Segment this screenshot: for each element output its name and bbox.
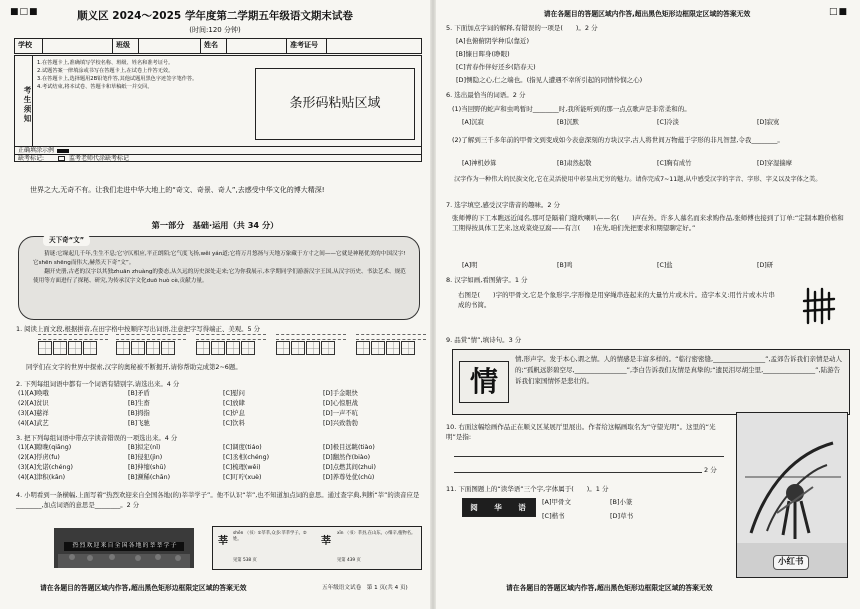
dict-text-right: xīn 〈书〉莘县,在山东。◇细辛,植物名。 bbox=[337, 531, 416, 536]
passage-title: 天下奇“文” bbox=[43, 235, 90, 246]
banner-text: 热烈欢迎来自全国各地的莘莘学子 bbox=[72, 542, 178, 549]
notice-rule: 2.试题答案一律填涂或书写在答题卡上,在试卷上作答无效。 bbox=[37, 68, 174, 75]
q2-option[interactable]: [C]放肆 bbox=[223, 400, 245, 407]
q11-title-banner bbox=[462, 498, 536, 517]
grid-cell[interactable] bbox=[226, 341, 240, 355]
dictionary-entries bbox=[212, 526, 422, 570]
corner-marks-left: ■□■ bbox=[10, 7, 39, 17]
q8-text: 右图是( )字的甲骨文,它是个象形字,字形像是用穿绳串连起来的大量竹片或木片。造字本义:用竹片或木片串成的书简。 bbox=[458, 291, 775, 310]
q6-stem: 6. 选出最恰当的词语。2 分 bbox=[446, 91, 526, 99]
answer-footer-left: 请在各题目的答题区域内作答,超出黑色矩形边框限定区域的答案无效 bbox=[40, 584, 247, 593]
q6-option[interactable]: [C]胸有成竹 bbox=[657, 160, 692, 167]
q3-option[interactable]: [C]丞相(chéng) bbox=[223, 454, 270, 461]
q5-option[interactable]: [D]恻隐之心,仁之端也。(指见人遭遇不幸所引起的同情怜悯之心) bbox=[456, 76, 643, 84]
barcode-area: 条形码粘贴区域 bbox=[255, 68, 415, 140]
name-field[interactable] bbox=[227, 39, 287, 54]
reading-passage-box bbox=[18, 236, 420, 320]
banner-char: 华 bbox=[494, 502, 504, 512]
q3-option[interactable]: [C]梳理(wěi) bbox=[223, 464, 261, 471]
qing-calligraphy-stamp: 情 bbox=[459, 361, 509, 403]
notice-rules bbox=[37, 59, 257, 91]
painting-graphic bbox=[737, 413, 848, 578]
absent-note: 监考老师代涂缺考标记 bbox=[69, 155, 130, 162]
class-label: 班级 bbox=[113, 39, 139, 54]
q7-option[interactable]: [D]研 bbox=[757, 262, 774, 269]
notice-label: 考生须知 bbox=[15, 56, 33, 146]
q3-row bbox=[18, 474, 418, 483]
q3-row bbox=[18, 454, 418, 463]
exam-time: (时间:120 分钟) bbox=[189, 26, 241, 34]
passage-paragraph: 猜谜:它缘起几千年,生生不息;它守仄相应,平正朗陌;它气度飞扬,wěi yán道;它将万月悠扬与天地万象藏于方寸之间——它就是神秘优美的中国汉字!它shēn shēng而伟大,赫然天下奇“文”。 bbox=[33, 251, 406, 267]
filled-bubble-icon bbox=[57, 149, 69, 153]
q3-option[interactable]: [C]叮咛(xuè) bbox=[223, 474, 262, 481]
fill-sample-row bbox=[15, 146, 421, 154]
q2-option[interactable]: [C]慰问 bbox=[223, 390, 245, 397]
fill-sample-label: 正确填涂示例 bbox=[18, 147, 55, 154]
class-field[interactable] bbox=[139, 39, 201, 54]
q6-option[interactable]: [A]沉寂 bbox=[462, 119, 484, 126]
dict-char-right: 莘 bbox=[321, 536, 331, 547]
answer-line[interactable] bbox=[454, 456, 724, 457]
q11-stem: 11. 下面图题上的“读华语”三个字,字体属于( )。1 分 bbox=[446, 485, 609, 493]
q4-stem: 4. 小明看到一条横幅,上面写着“热烈欢迎来自全国各地(的)莘莘学子”。他不认识“莘”,也不知道加点词的意思。通过查字典,判断“莘”的读音应是________,加点词语的意思是________。2 分 bbox=[16, 491, 420, 509]
q3-option[interactable]: [D]翻然作(biào) bbox=[323, 454, 371, 461]
q9-box bbox=[452, 349, 850, 415]
corner-marks-right: □■ bbox=[828, 7, 848, 17]
answer-footer-right: 请在各题目的答题区域内作答,超出黑色矩形边框限定区域的答案无效 bbox=[506, 584, 713, 593]
banner-char: 阅 bbox=[470, 502, 480, 512]
q2-option[interactable]: [B]生畜 bbox=[128, 400, 150, 407]
grid-cell[interactable] bbox=[241, 341, 255, 355]
q6-part1: (1)当回野的蛇声和虫鸣暂时________时,我所能听到的那一点点歌声是非常柔和的。 bbox=[452, 105, 691, 113]
q2-option[interactable]: [B]矛盾 bbox=[128, 390, 150, 397]
q5-option[interactable]: [A]也俯俯阴学种瓜(靠近) bbox=[456, 37, 530, 45]
q2-stem: 2. 下列每组词语中都有一个词语有错别字,请选出来。4 分 bbox=[16, 380, 180, 388]
q6-part1-options bbox=[462, 119, 842, 129]
q6-option[interactable]: [D]寂寞 bbox=[757, 119, 780, 126]
grid-cell[interactable] bbox=[116, 341, 130, 355]
q2-option[interactable]: [D]一声不吭 bbox=[323, 410, 358, 417]
notice-rule: 3.在答题卡上,选择题用2B铅笔作答,其他试题用黑色字迹签字笔作答。 bbox=[37, 76, 198, 83]
q3-row bbox=[18, 464, 418, 473]
q2-row bbox=[18, 410, 418, 419]
q2-option[interactable]: [C]炉息 bbox=[223, 410, 245, 417]
q3-row bbox=[18, 444, 418, 453]
q11-option[interactable]: [C]楷书 bbox=[542, 512, 565, 520]
q1-stem: 1. 阅读上面文段,根据拼音,在田字格中按顺序写出词语,注意把字写得端正、美观。5 分 bbox=[16, 325, 260, 333]
q8-stem: 8. 汉字如画,看图猜字。1 分 bbox=[446, 276, 528, 284]
absent-checkbox[interactable] bbox=[58, 156, 65, 161]
q2-option[interactable]: [B]拇指 bbox=[128, 410, 150, 417]
q3-option[interactable]: [D]点燃其间(zhuì) bbox=[323, 464, 376, 471]
notice-rule: 1.在答题卡上,准确填写学校名称、班级、姓名和准考证号。 bbox=[37, 60, 174, 66]
q2-option[interactable]: [D]手金眼快 bbox=[323, 390, 358, 397]
q2-option[interactable]: [D]兴致勃勃 bbox=[323, 420, 358, 427]
q6-option[interactable]: [D]穿湿揣摩 bbox=[757, 160, 792, 167]
exam-notice bbox=[14, 55, 422, 162]
q5-option[interactable]: [B]慷日晖身(睁眼) bbox=[456, 50, 510, 58]
q5-option[interactable]: [C]青春作伴好还乡(陪春天) bbox=[456, 63, 536, 71]
q7-stem: 7. 选字填空,感受汉字谐音的趣味。2 分 bbox=[446, 201, 561, 209]
q2-option[interactable]: [C]饮料 bbox=[223, 420, 245, 427]
section-title: 第一部分 基础·运用（共 34 分） bbox=[151, 220, 279, 230]
q5-stem: 5. 下面加点字词的解释,有错误的一项是( )。2 分 bbox=[446, 24, 598, 32]
absent-label: 缺考标记: bbox=[18, 155, 45, 162]
pinyin-line bbox=[276, 334, 346, 340]
answer-line[interactable] bbox=[454, 472, 702, 473]
school-label: 学校 bbox=[15, 39, 43, 54]
q6-part2-options bbox=[462, 160, 842, 170]
q7-option[interactable]: [B]鸣 bbox=[557, 262, 573, 269]
q2-option[interactable]: [D]心惊胆战 bbox=[323, 400, 358, 407]
q7-options bbox=[462, 262, 842, 272]
q6-option[interactable]: [B]沉默 bbox=[557, 119, 579, 126]
q2-option[interactable]: (2)[A]贫识 bbox=[18, 400, 49, 407]
q3-option[interactable]: [B]濒稀(chān) bbox=[128, 474, 171, 481]
grid-cell[interactable] bbox=[161, 341, 175, 355]
dict-page-right: 见第 439 页 bbox=[337, 558, 361, 563]
grid-cell[interactable] bbox=[306, 341, 320, 355]
grid-cell[interactable] bbox=[276, 341, 290, 355]
exam-title: 顺义区 2024～2025 学年度第二学期五年级语文期末试卷 bbox=[77, 10, 353, 22]
q3-option[interactable]: [D]养尊处优(chù) bbox=[323, 474, 375, 481]
q6-option[interactable]: [B]肃然起敬 bbox=[557, 160, 592, 167]
q6-option[interactable]: [A]神机妙算 bbox=[462, 160, 497, 167]
q2-option[interactable]: [B]飞驰 bbox=[128, 420, 150, 427]
q3-option[interactable]: (2)[A]俘虏(fu) bbox=[18, 454, 60, 461]
pinyin-line bbox=[196, 334, 266, 340]
grid-cell[interactable] bbox=[211, 341, 225, 355]
grid-cell[interactable] bbox=[321, 341, 335, 355]
q2-row bbox=[18, 390, 418, 399]
grid-cell[interactable] bbox=[356, 341, 370, 355]
left-page bbox=[4, 4, 426, 595]
q3-option[interactable]: [B]侵犯(jìn) bbox=[128, 454, 163, 461]
page-number: 五年级语文试卷 第 1 页(共 4 页) bbox=[322, 584, 408, 591]
grid-cell[interactable] bbox=[38, 341, 52, 355]
absent-row bbox=[15, 154, 421, 163]
oracle-bone-char-icon bbox=[802, 286, 836, 326]
dict-page-left: 见第 538 页 bbox=[233, 558, 257, 563]
q11-option[interactable]: [A]甲骨文 bbox=[542, 498, 572, 506]
q3-option[interactable]: [B]拟定(nǐ) bbox=[128, 444, 161, 451]
banner-char: 语 bbox=[518, 502, 528, 512]
intro-paragraph: 世界之大,无奇不有。让我们走进中华大地上的“奇文、奇景、奇人”,去感受中华文化的博大精深! bbox=[30, 186, 325, 194]
answer-header-right: 请在各题目的答题区域内作答,超出黑色矩形边框限定区域的答案无效 bbox=[543, 10, 751, 18]
q2-row bbox=[18, 420, 418, 429]
pinyin-line bbox=[116, 334, 186, 340]
exam-no-field[interactable] bbox=[327, 39, 422, 54]
q11-option[interactable]: [D]草书 bbox=[610, 512, 634, 520]
grid-cell[interactable] bbox=[196, 341, 210, 355]
q10-score: 2 分 bbox=[704, 466, 717, 474]
name-label: 姓名 bbox=[201, 39, 227, 54]
q3-option[interactable]: (1)[A]瞭晚(qiāng) bbox=[18, 444, 72, 451]
grid-cell[interactable] bbox=[371, 341, 385, 355]
q6-option[interactable]: [C]冷淡 bbox=[657, 119, 679, 126]
page-spine bbox=[430, 0, 436, 609]
q11-option[interactable]: [B]小篆 bbox=[610, 498, 633, 506]
xiaohongshu-logo: 小红书 bbox=[773, 555, 809, 570]
q3-option[interactable]: [B]伸缩(shū) bbox=[128, 464, 167, 471]
dict-text-left: shēn 〈书〉①莘莘,众多:莘莘学子。②姓。 bbox=[233, 531, 307, 543]
grid-cell[interactable] bbox=[53, 341, 67, 355]
q3-option[interactable]: [D]极目远眺(tiào) bbox=[323, 444, 375, 451]
q2-row bbox=[18, 400, 418, 409]
notice-rule: 4.考试结束,将本试卷、答题卡和草稿纸一并交回。 bbox=[37, 84, 153, 91]
pinyin-line bbox=[356, 334, 426, 340]
q7-text: 张师傅的下工本瞧远近闻名,那可是隔着门缝吹喇叭——名( )声在外。许多人慕名而来求购作品,张师傅也接到了订单:“定制本瞧价格和工期得按具体工艺来,这成菜烧豆腐——有言( )在先,咱们先把要求和期望聊定好。” bbox=[452, 214, 844, 233]
dict-char-left: 莘 bbox=[218, 536, 228, 547]
q1-note: 同学们在文字的世界中探索,汉字的奥秘被不断揭开,请你帮助完成第2~6题。 bbox=[26, 363, 242, 371]
q10-stem: 10. 右面这幅绘画作品正在顺义区某展厅里展出。作者给这幅画取名为“守望光明”。这里的“光明”是指: bbox=[446, 423, 716, 442]
q7-option[interactable]: [C]盐 bbox=[657, 262, 673, 269]
q3-option[interactable]: (3)[A]允诺(chéng) bbox=[18, 464, 73, 471]
student-info-table bbox=[14, 38, 422, 54]
q3-stem: 3. 把下列每组词语中带点字读音错误的一项选出来。4 分 bbox=[16, 434, 178, 442]
grid-cell[interactable] bbox=[83, 341, 97, 355]
school-field[interactable] bbox=[43, 39, 113, 54]
welcome-banner-photo bbox=[54, 528, 194, 568]
grid-cell[interactable] bbox=[291, 341, 305, 355]
q9-text: 情,形声字。发于本心,谓之情。人的情感是丰富多样的。“临行密密缝,________________”,孟郊告诉我们亲情是动人的;“孤帆远影碧空尽,________________”,李白告诉我们友情是真挚的;“遗民泪尽胡尘里,________________”,陆游告诉我们家国情怀是悲壮的。 bbox=[515, 355, 842, 386]
q2-option[interactable]: (3)[A]慈祥 bbox=[18, 410, 49, 417]
painting-photo bbox=[736, 412, 848, 578]
q3-option[interactable]: [C]调度(tiáo) bbox=[223, 444, 262, 451]
q6-note: 汉字作为一种伟大的民族文化,它在灵活使用中彰显出无穷的魅力。请你完成7~11题,从中感受汉字的字音、字形、字义以及字体之美。 bbox=[454, 176, 822, 183]
grid-cell[interactable] bbox=[386, 341, 400, 355]
q2-option[interactable]: (1)[A]唤哦 bbox=[18, 390, 49, 397]
q6-part2: (2)了解到三千多年前的甲骨文到变成如今表意深刻的方块汉字,古人将世间万物蕴于字形的非凡智慧,令我________。 bbox=[452, 136, 784, 144]
grid-cell[interactable] bbox=[68, 341, 82, 355]
exam-no-label: 准考证号 bbox=[287, 39, 327, 54]
grid-cell[interactable] bbox=[401, 341, 415, 355]
grid-cell[interactable] bbox=[146, 341, 160, 355]
q2-option[interactable]: (4)[A]武艺 bbox=[18, 420, 49, 427]
right-page bbox=[440, 4, 854, 595]
q9-stem: 9. 品赏“情”,填诗句。3 分 bbox=[446, 336, 522, 344]
q7-option[interactable]: [A]明 bbox=[462, 262, 478, 269]
pinyin-line bbox=[38, 334, 108, 340]
passage-paragraph: 翻开史册,古老的汉字以其独zhuān zhuàng的姿态,从久远的历史深处走来;它为你我展示,本学期同学们游游汉字王国,从汉字历史、书法艺术、规范使用等方面进行了探秘、研究,为传承汉字文化duō huò cè,贡献力量。 bbox=[33, 269, 406, 285]
q3-option[interactable]: (4)[A]津积(kān) bbox=[18, 474, 66, 481]
grid-cell[interactable] bbox=[131, 341, 145, 355]
